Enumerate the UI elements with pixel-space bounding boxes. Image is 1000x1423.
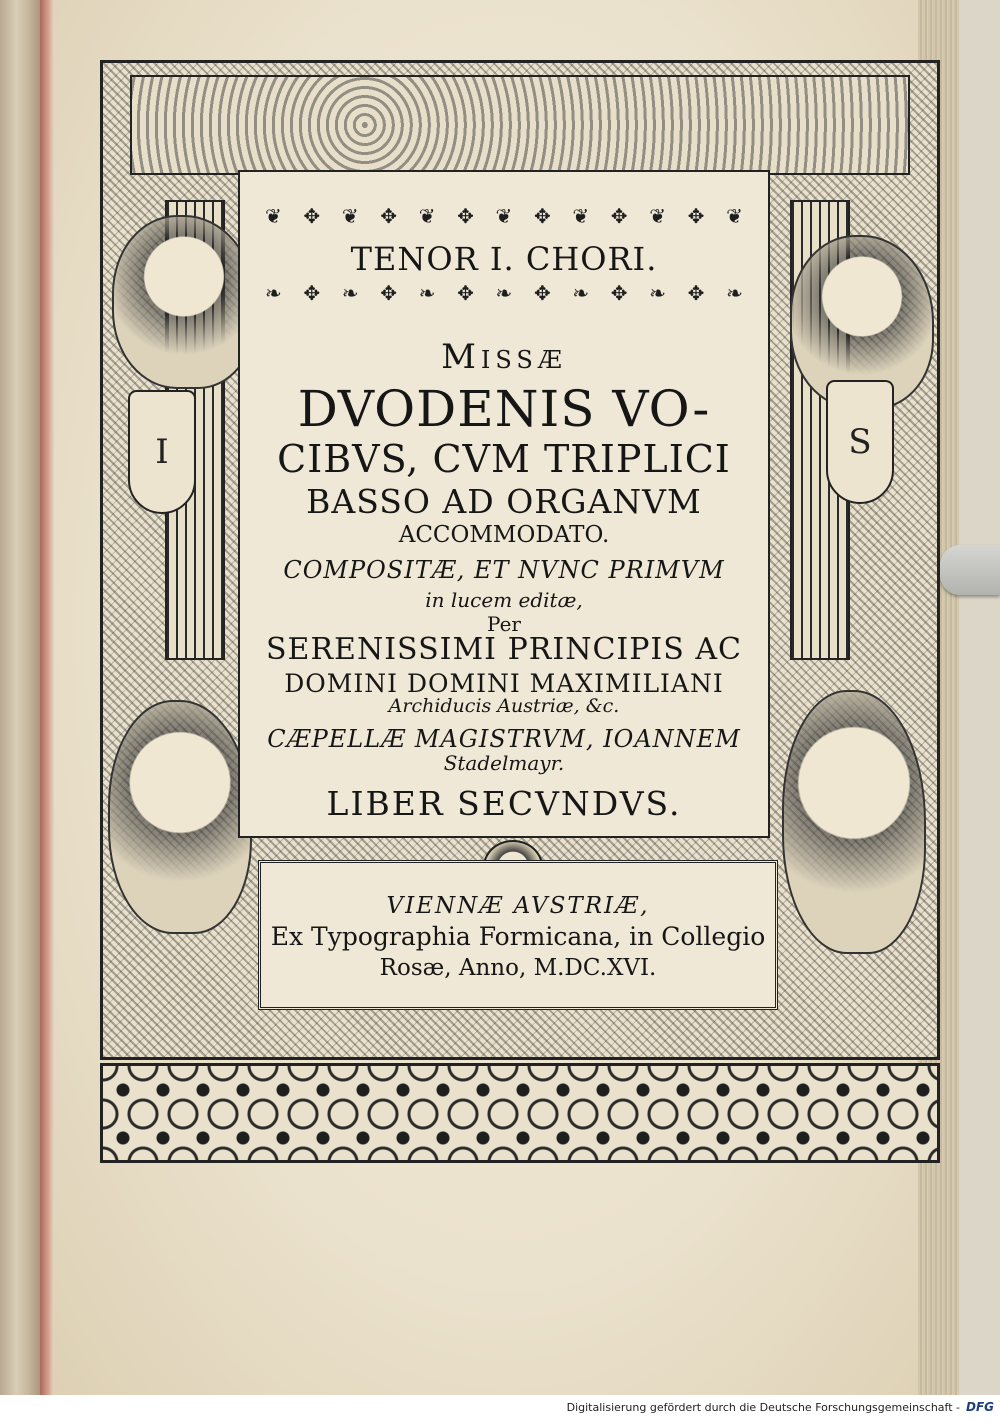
cherub-bottom-right: [782, 690, 926, 954]
lower-ornamental-band: [100, 1063, 940, 1163]
shield-left-letter: I: [128, 390, 196, 514]
dedicatee-line-1: SERENISSIMI PRINCIPIS AC: [266, 632, 742, 667]
imprint-city: VIENNÆ AVSTRIÆ,: [386, 893, 650, 919]
compositae-line: COMPOSITÆ, ET NVNC PRIMVM: [283, 556, 725, 584]
cherub-bottom-left: [108, 700, 252, 934]
imprint-year: Rosæ, Anno, M.DC.XVI.: [379, 955, 657, 981]
book-number: LIBER SECVNDVS.: [326, 784, 682, 823]
title-line-3: BASSO AD ORGANVM: [306, 482, 702, 521]
title-line-1: DVODENIS VO-: [297, 380, 711, 438]
ornament-row-bottom: ❧ ✥ ❧ ✥ ❧ ✥ ❧ ✥ ❧ ✥ ❧ ✥ ❧: [265, 281, 743, 305]
composer-name: Stadelmayr.: [443, 751, 565, 775]
dedicatee-title: Archiducis Austriæ, &c.: [388, 695, 620, 717]
footer-bar: [0, 1395, 1000, 1423]
title-missae: Missæ: [441, 337, 567, 377]
title-line-4: ACCOMMODATO.: [398, 522, 610, 548]
title-line-2: CIBVS, CVM TRIPLICI: [277, 437, 731, 481]
ornament-row-top: ❦ ✥ ❦ ✥ ❦ ✥ ❦ ✥ ❦ ✥ ❦ ✥ ❦: [265, 204, 743, 228]
page-clip-tab: [940, 545, 1000, 595]
shield-right-letter: S: [826, 380, 894, 504]
book-binding: [0, 0, 40, 1423]
dfg-logo[interactable]: DFG: [965, 1400, 994, 1414]
voice-part-heading: TENOR I. CHORI.: [350, 240, 658, 278]
composer-role: CÆPELLÆ MAGISTRVM, IOANNEM: [267, 725, 741, 753]
cherub-top-left: [112, 215, 256, 389]
footer-credit: Digitalisierung gefördert durch die Deutsche Forschungsgemeinschaft -: [566, 1401, 960, 1414]
per-line: Per: [487, 612, 521, 636]
top-cartouche-ornament: [130, 75, 910, 175]
imprint-printer: Ex Typographia Formicana, in Collegio: [270, 922, 766, 951]
binding-edge: [40, 0, 54, 1395]
dedicatee-line-2: DOMINI DOMINI MAXIMILIANI: [284, 669, 724, 698]
in-lucem-line: in lucem editæ,: [425, 588, 583, 612]
